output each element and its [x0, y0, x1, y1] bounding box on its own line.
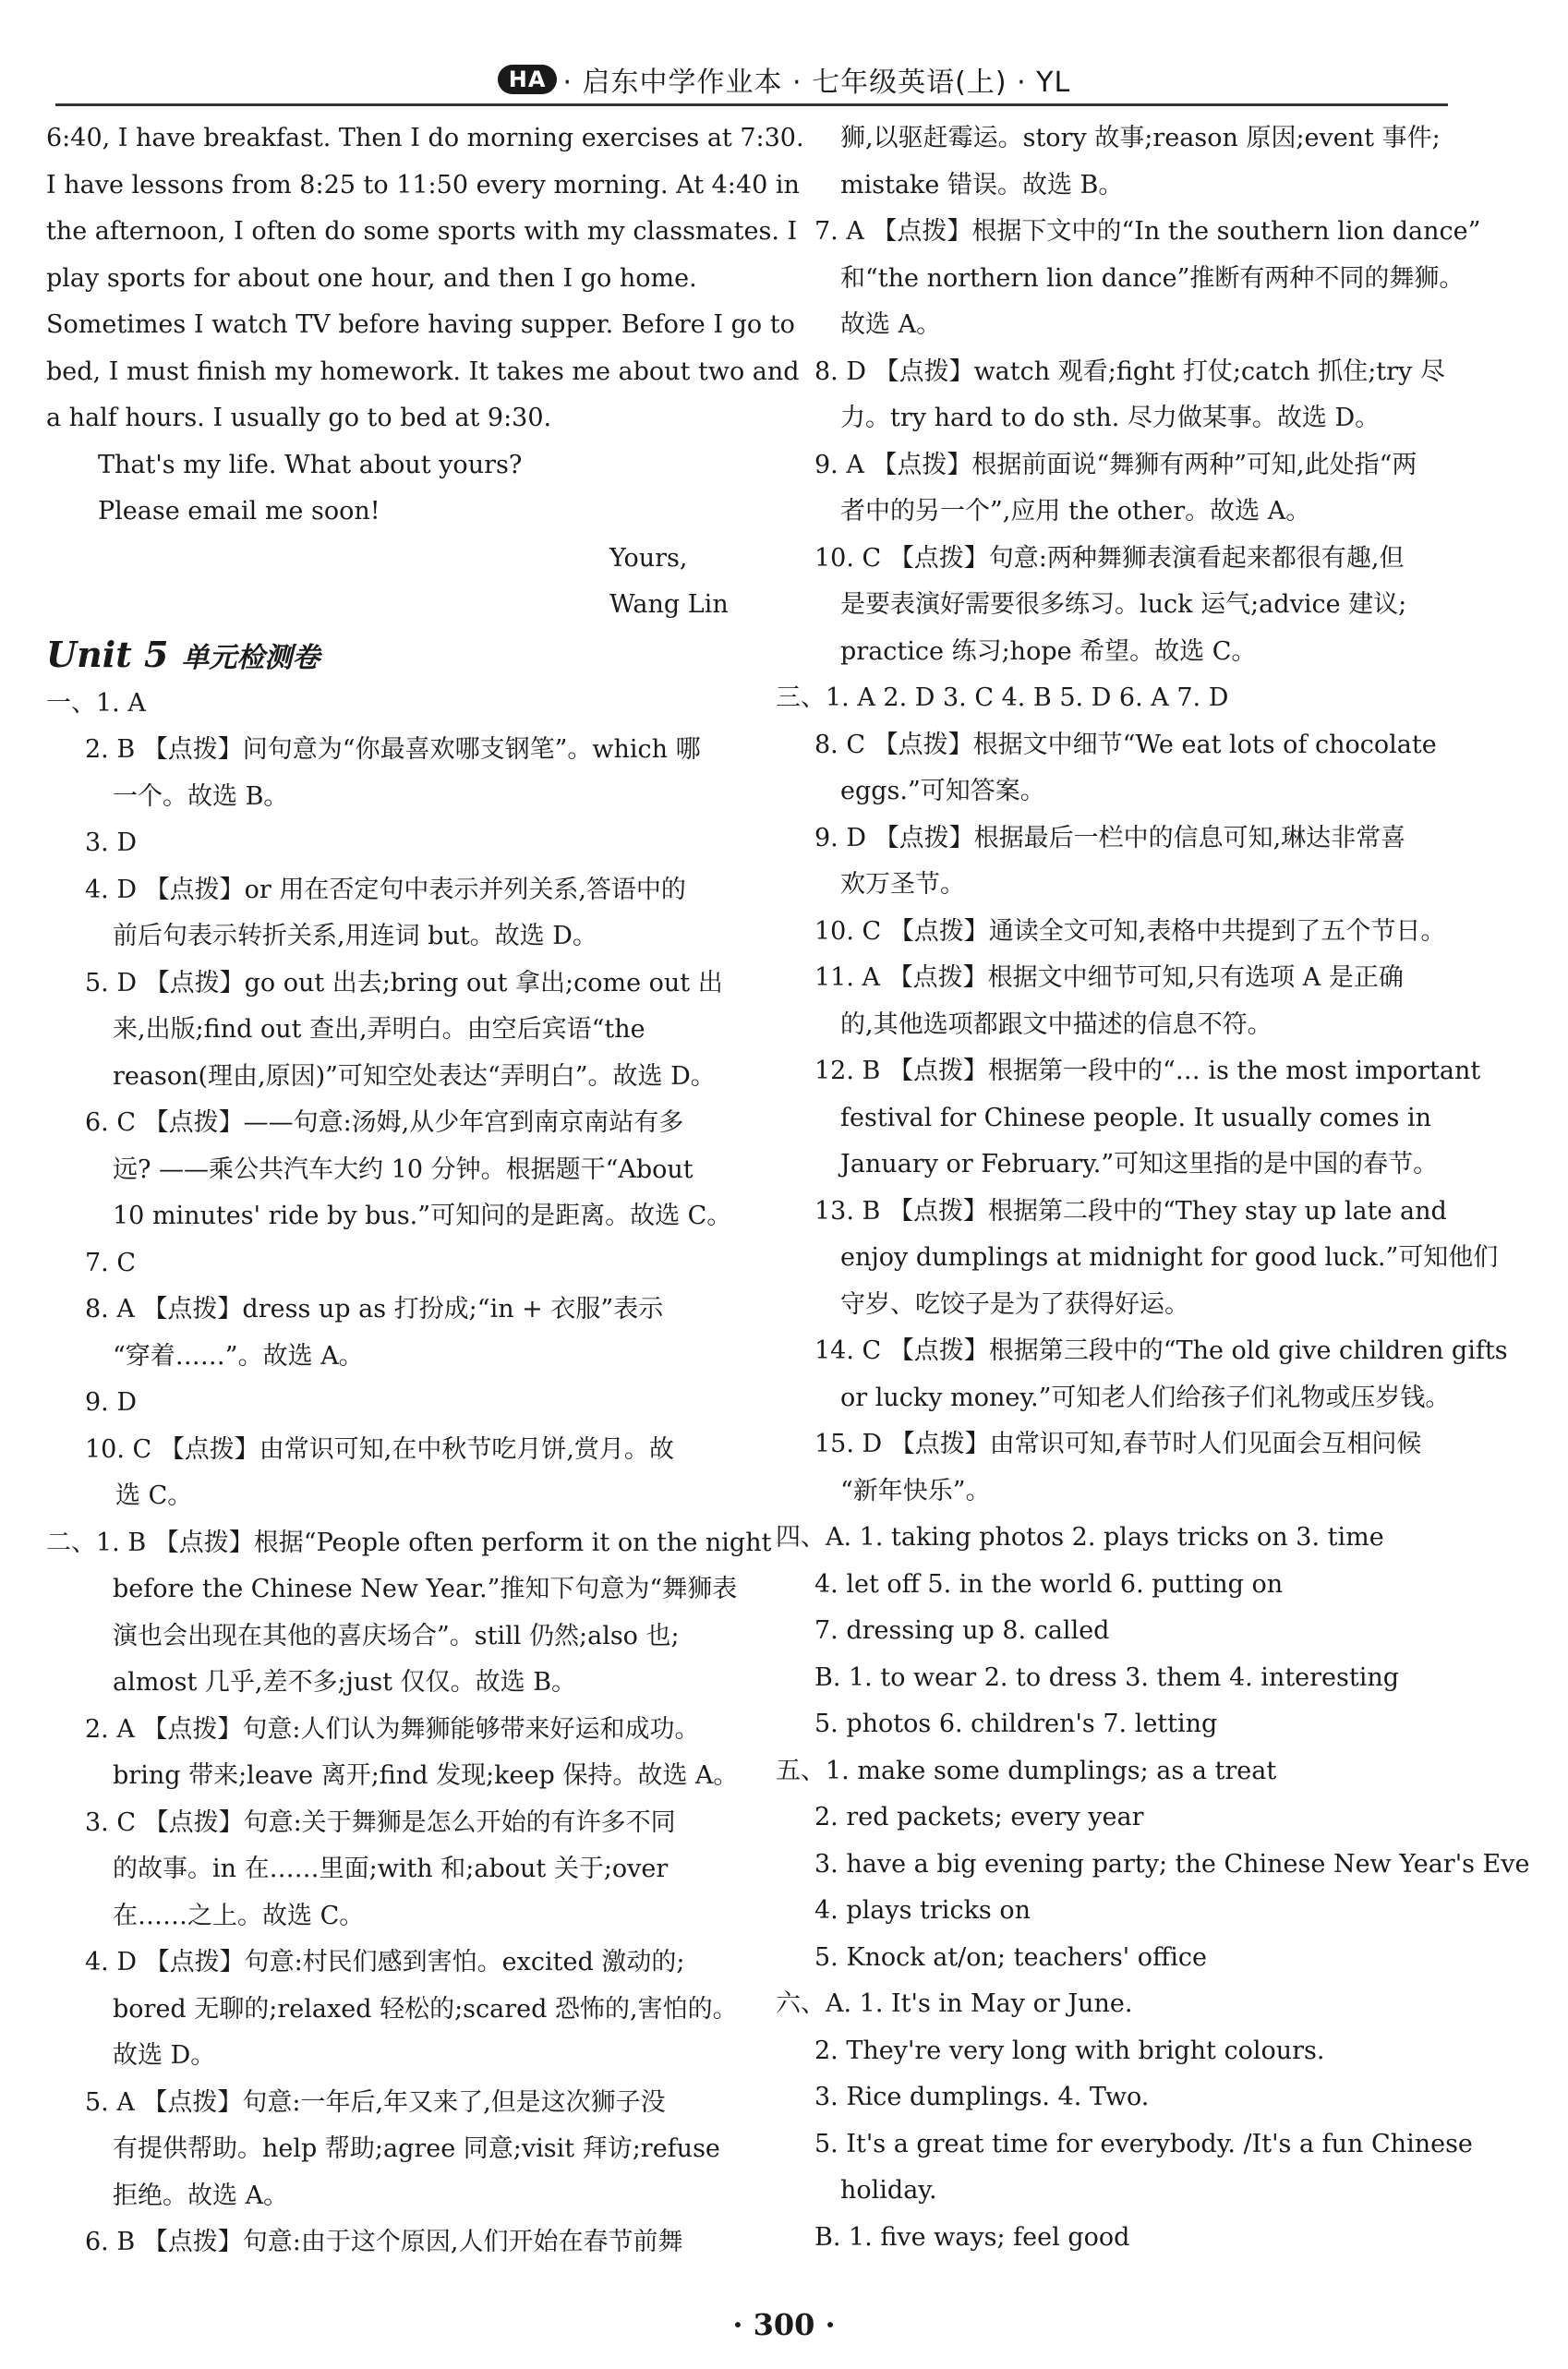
answer-line: 在……之上。故选 C。	[113, 1901, 365, 1930]
letter-signature: Wang Lin	[609, 590, 729, 619]
answer-line: 六、A. 1. It's in May or June.	[776, 1989, 1133, 2018]
answer-line: 3. Rice dumplings. 4. Two.	[814, 2083, 1150, 2111]
answer-line: 拒绝。故选 A。	[113, 2181, 289, 2210]
answer-line: 故选 D。	[113, 2041, 216, 2070]
answer-line: 7. dressing up 8. called	[814, 1616, 1110, 1645]
answer-line: 6. B 【点拨】句意:由于这个原因,人们开始在春节前舞	[85, 2228, 683, 2256]
answer-line: 8. A 【点拨】dress up as 打扮成;“in + 衣服”表示	[85, 1295, 664, 1323]
header-rule	[55, 103, 1448, 106]
publisher-logo: HA	[498, 65, 558, 94]
answer-line: holiday.	[840, 2176, 937, 2205]
letter-closing: That's my life. What about yours?	[98, 450, 523, 479]
answer-line: 5. photos 6. children's 7. letting	[814, 1710, 1218, 1738]
answer-line: 10. C 【点拨】句意:两种舞狮表演看起来都很有趣,但	[814, 543, 1405, 573]
answer-line: 7. A 【点拨】根据下文中的“In the southern lion dance”	[814, 217, 1481, 246]
answer-line: almost 几乎,差不多;just 仅仅。故选 B。	[113, 1668, 577, 1697]
answer-line: 4. let off 5. in the world 6. putting on	[814, 1569, 1284, 1599]
answer-line: 13. B 【点拨】根据第二段中的“They stay up late and	[814, 1196, 1447, 1226]
answer-line: 14. C 【点拨】根据第三段中的“The old give children gifts	[814, 1336, 1508, 1365]
answer-line: 三、1. A 2. D 3. C 4. B 5. D 6. A 7. D	[776, 683, 1229, 712]
letter-line: the afternoon, I often do some sports with my classmates. I	[46, 217, 798, 246]
header-title: · 启东中学作业本 · 七年级英语(上) · YL	[562, 66, 1071, 99]
answer-line: 远? ——乘公共汽车大约 10 分钟。根据题干“About	[113, 1154, 694, 1184]
answer-line: B. 1. to wear 2. to dress 3. them 4. interesting	[814, 1662, 1400, 1692]
answer-line: 9. D 【点拨】根据最后一栏中的信息可知,琳达非常喜	[814, 823, 1406, 852]
answer-line: 有提供帮助。help 帮助;agree 同意;visit 拜访;refuse	[113, 2134, 720, 2163]
right-column	[776, 115, 1530, 2261]
answer-line: 5. Knock at/on; teachers' office	[814, 1942, 1207, 1972]
answer-line: 2. B 【点拨】问句意为“你最喜欢哪支钢笔”。which 哪	[85, 735, 701, 764]
answer-line: 9. A 【点拨】根据前面说“舞狮有两种”可知,此处指“两	[814, 450, 1417, 479]
answer-line: mistake 错误。故选 B。	[840, 170, 1124, 199]
answer-line: 一、1. A	[46, 688, 146, 718]
answer-line: bring 带来;leave 离开;find 发现;keep 保持。故选 A。	[113, 1761, 739, 1790]
answer-line: before the Chinese New Year.”推知下句意为“舞狮表	[113, 1575, 738, 1603]
letter-signoff: Yours,	[609, 543, 688, 573]
unit-subtitle: 单元检测卷	[181, 641, 320, 674]
answer-line: B. 1. five ways; feel good	[814, 2222, 1130, 2252]
answer-line: 11. A 【点拨】根据文中细节可知,只有选项 A 是正确	[814, 963, 1404, 992]
letter-line: I have lessons from 8:25 to 11:50 every morning. At 4:40 in	[46, 170, 800, 199]
answer-line: 二、1. B 【点拨】根据“People often perform it on the night	[46, 1528, 772, 1557]
answer-line: 故选 A。	[840, 310, 942, 339]
answer-line: 5. A 【点拨】句意:一年后,年又来了,但是这次狮子没	[85, 2087, 666, 2117]
answer-line: 的故事。in 在……里面;with 和;about 关于;over	[113, 1855, 669, 1883]
answer-line: or lucky money.”可知老人们给孩子们礼物或压岁钱。	[840, 1383, 1451, 1412]
answer-line: 选 C。	[115, 1481, 193, 1510]
answer-line: 10 minutes' ride by bus.”可知问的是距离。故选 C。	[113, 1202, 732, 1230]
answer-line: 5. It's a great time for everybody. /It's a fun Chinese	[814, 2129, 1473, 2158]
answer-line: 10. C 【点拨】通读全文可知,表格中共提到了五个节日。	[814, 916, 1446, 946]
letter-line: 6:40, I have breakfast. Then I do morning exercises at 7:30.	[46, 124, 804, 152]
answer-line: 来,出版;find out 查出,弄明白。由空后宾语“the	[113, 1015, 645, 1044]
answer-line: 狮,以驱赶霉运。story 故事;reason 原因;event 事件;	[840, 124, 1441, 152]
answer-line: 8. D 【点拨】watch 观看;fight 打仗;catch 抓住;try 尽	[814, 357, 1445, 386]
answer-line: festival for Chinese people. It usually comes in	[840, 1103, 1432, 1132]
letter-line: a half hours. I usually go to bed at 9:30.	[46, 404, 552, 432]
answer-line: 5. D 【点拨】go out 出去;bring out 拿出;come out 出	[85, 968, 723, 997]
letter-line: play sports for about one hour, and then I go home.	[46, 263, 697, 293]
answer-line: 4. D 【点拨】句意:村民们感到害怕。excited 激动的;	[85, 1948, 685, 1976]
answer-line: 是要表演好需要很多练习。luck 运气;advice 建议;	[840, 590, 1407, 619]
answer-line: 2. red packets; every year	[814, 1803, 1144, 1831]
answer-line: 五、1. make some dumplings; as a treat	[776, 1756, 1277, 1785]
letter-line: Sometimes I watch TV before having supper. Before I go to	[46, 310, 795, 339]
answer-list-left	[46, 681, 772, 2266]
answer-line: 12. B 【点拨】根据第一段中的“… is the most important	[814, 1057, 1481, 1085]
answer-line: January or February.”可知这里指的是中国的春节。	[840, 1150, 1439, 1178]
answer-line: enjoy dumplings at midnight for good luck.”可知他们	[840, 1243, 1499, 1272]
answer-line: 者中的另一个”,应用 the other。故选 A。	[840, 497, 1311, 526]
answer-line: 力。try hard to do sth. 尽力做某事。故选 D。	[840, 404, 1381, 432]
answer-line: 和“the northern lion dance”推断有两种不同的舞狮。	[840, 263, 1465, 293]
answer-line: 一个。故选 B。	[113, 781, 289, 811]
answer-line: 3. have a big evening party; the Chinese New Year's Eve	[814, 1849, 1530, 1879]
page-number: · 300 ·	[732, 2307, 836, 2342]
answer-line: 6. C 【点拨】——句意:汤姆,从少年宫到南京南站有多	[85, 1108, 684, 1137]
answer-line: reason(理由,原因)”可知空处表达“弄明白”。故选 D。	[113, 1061, 716, 1091]
answer-line: 10. C 【点拨】由常识可知,在中秋节吃月饼,赏月。故	[85, 1434, 674, 1464]
answer-line: 9. D	[85, 1388, 137, 1417]
answer-line: “穿着……”。故选 A。	[113, 1341, 364, 1371]
unit-heading	[46, 629, 725, 681]
answer-list-right	[776, 115, 1530, 2261]
answer-line: 欢万圣节。	[840, 870, 965, 899]
answer-line: 3. C 【点拨】句意:关于舞狮是怎么开始的有许多不同	[85, 1807, 676, 1837]
left-column	[46, 115, 804, 2266]
answer-line: 8. C 【点拨】根据文中细节“We eat lots of chocolate	[814, 730, 1437, 759]
answer-line: practice 练习;hope 希望。故选 C。	[840, 636, 1257, 666]
answer-line: 守岁、吃饺子是为了获得好运。	[840, 1289, 1189, 1319]
answer-line: 演也会出现在其他的喜庆场合”。still 仍然;also 也;	[113, 1621, 680, 1650]
answer-line: 2. A 【点拨】句意:人们认为舞狮能够带来好运和成功。	[85, 1714, 700, 1744]
answer-line: eggs.”可知答案。	[840, 777, 1045, 805]
letter-line: bed, I must finish my homework. It takes me about two and	[46, 357, 800, 386]
answer-line: 3. D	[85, 828, 137, 857]
answer-line: “新年快乐”。	[840, 1476, 991, 1505]
answer-line: 的,其他选项都跟文中描述的信息不符。	[840, 1009, 1272, 1039]
answer-line: 前后句表示转折关系,用连词 but。故选 D。	[113, 922, 597, 950]
answer-line: 4. D 【点拨】or 用在否定句中表示并列关系,答语中的	[85, 875, 686, 904]
answer-line: bored 无聊的;relaxed 轻松的;scared 恐怖的,害怕的。	[113, 1994, 738, 2024]
answer-line: 四、A. 1. taking photos 2. plays tricks on 3. time	[776, 1523, 1384, 1552]
answer-line: 2. They're very long with bright colours.	[814, 2036, 1325, 2065]
letter-closing: Please email me soon!	[98, 497, 380, 526]
answer-line: 15. D 【点拨】由常识可知,春节时人们见面会互相问候	[814, 1430, 1422, 1458]
running-header	[0, 54, 1568, 105]
answer-line: 4. plays tricks on	[814, 1896, 1031, 1925]
unit-title: Unit 5	[46, 633, 169, 675]
answer-line: 7. C	[85, 1248, 137, 1277]
